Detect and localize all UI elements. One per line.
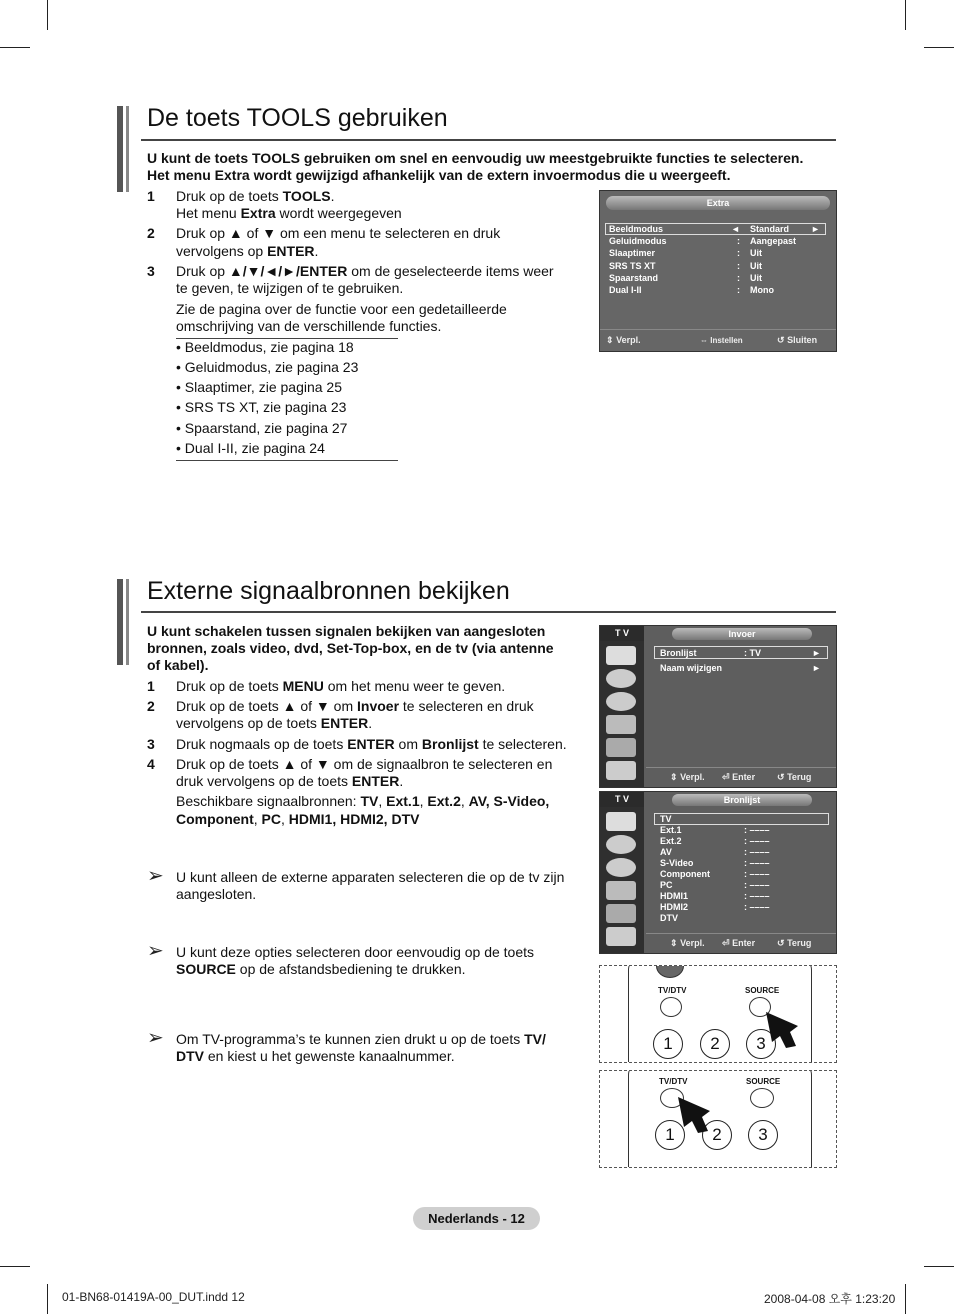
osd-row-value: Aangepast — [750, 236, 797, 246]
return-icon: ↺ — [777, 938, 785, 948]
source-label: SOURCE — [746, 1077, 781, 1086]
crop-mark — [0, 1266, 30, 1267]
arrow-right-icon: ► — [812, 663, 821, 673]
osd-row-value: Uit — [750, 248, 762, 258]
section-title: Externe signaalbronnen bekijken — [147, 577, 510, 605]
osd-row-label: Geluidmodus — [609, 236, 667, 246]
enter-icon: ⏎ — [722, 772, 730, 782]
page-number-badge: Nederlands - 12 — [413, 1207, 540, 1230]
digital-icon — [606, 761, 636, 780]
osd-row-label: Slaaptimer — [609, 248, 656, 258]
source-value: : –––– — [744, 869, 770, 879]
osd-divider — [646, 933, 836, 934]
step-text: druk vervolgens op de toets ENTER. — [176, 773, 404, 789]
sound-icon — [606, 669, 636, 688]
return-icon: ↺ — [777, 772, 785, 782]
enter-icon: ⏎ — [722, 938, 730, 948]
setup-icon — [606, 881, 636, 900]
osd-row-label: Dual I-II — [609, 285, 642, 295]
note-text: Om TV-programma’s te kunnen zien drukt u op de toets TV/ — [176, 1031, 546, 1047]
osd-row-value: Uit — [750, 261, 762, 271]
channel-icon — [606, 858, 636, 877]
intro-line: U kunt schakelen tussen signalen bekijken van aangesloten — [147, 623, 546, 639]
title-rule — [141, 611, 836, 613]
step-text: Druk op ▲ of ▼ om een menu te selecteren en druk — [176, 225, 501, 241]
source-item: Ext.1 — [660, 825, 682, 835]
intro-line: Het menu Extra wordt gewijzigd afhankelijk van de extern invoermodus die u weergeeft. — [147, 167, 731, 183]
osd-divider — [600, 329, 836, 330]
page-ref: • Slaaptimer, zie pagina 25 — [176, 379, 343, 395]
picture-icon — [606, 812, 636, 831]
osd-row-label: Naam wijzigen — [660, 663, 723, 673]
osd-row-sep: : — [737, 236, 740, 246]
source-value: : –––– — [744, 847, 770, 857]
note-text: DTV en kiest u het gewenste kanaalnummer. — [176, 1048, 455, 1064]
page-ref: • Spaarstand, zie pagina 27 — [176, 420, 348, 436]
osd-row-value: Uit — [750, 273, 762, 283]
sources-text: Beschikbare signaalbronnen: TV, Ext.1, Ext.2, AV, S-Video, — [176, 793, 550, 809]
crop-mark — [924, 1266, 954, 1267]
source-value: : –––– — [744, 825, 770, 835]
step-number: 1 — [147, 678, 155, 694]
section-title: De toets TOOLS gebruiken — [147, 104, 448, 132]
section-bar — [126, 579, 129, 665]
crop-mark — [905, 1284, 906, 1314]
osd-foot-move: ⇕ Verpl. — [606, 335, 641, 345]
source-item: HDMI2 — [660, 902, 689, 912]
picture-icon — [606, 646, 636, 665]
number-button: 3 — [748, 1120, 778, 1150]
source-value: : –––– — [744, 858, 770, 868]
tvdtv-button — [660, 997, 682, 1017]
step-number: 4 — [147, 756, 155, 772]
input-icon — [606, 738, 636, 757]
step-text: te geven, te wijzigen of te gebruiken. — [176, 280, 404, 296]
source-item: Ext.2 — [660, 836, 682, 846]
osd-title: Invoer — [672, 628, 812, 640]
source-item: HDMI1 — [660, 891, 689, 901]
tvdtv-label: TV/DTV — [659, 1077, 688, 1086]
note-arrow-icon: ➢ — [147, 1027, 164, 1049]
osd-row-sep: : — [737, 248, 740, 258]
step-text: Druk op de toets MENU om het menu weer te geven. — [176, 678, 506, 694]
step-text: vervolgens op de toets ENTER. — [176, 715, 373, 731]
intro-line: U kunt de toets TOOLS gebruiken om snel en eenvoudig uw meestgebruikte functies te selecteren. — [147, 150, 804, 166]
section-bar — [126, 106, 129, 192]
number-button: 2 — [702, 1120, 732, 1150]
note-text: aangesloten. — [176, 886, 257, 902]
source-item: S-Video — [660, 858, 694, 868]
osd-foot-enter: ⏎ Enter — [722, 772, 756, 782]
page-ref: • Geluidmodus, zie pagina 23 — [176, 359, 359, 375]
note-text: SOURCE op de afstandsbediening te drukken. — [176, 961, 466, 977]
osd-tab-strip — [600, 807, 644, 953]
step-text: Druk op de toets ▲ of ▼ om de signaalbron te selecteren en — [176, 756, 553, 772]
osd-foot-close: ↺ Sluiten — [777, 335, 818, 345]
page-ref: • Dual I-II, zie pagina 24 — [176, 440, 325, 456]
intro-line: of kabel). — [147, 657, 209, 673]
source-item: DTV — [660, 913, 678, 923]
digital-icon — [606, 927, 636, 946]
osd-row-label: Spaarstand — [609, 273, 659, 283]
note-text: U kunt deze opties selecteren door eenvoudig op de toets — [176, 944, 535, 960]
crop-mark — [905, 0, 906, 30]
source-item: Component — [660, 869, 710, 879]
updown-icon: ⇕ — [670, 772, 678, 782]
step-text: Druk op de toets ▲ of ▼ om Invoer te selecteren en druk — [176, 698, 534, 714]
updown-icon: ⇕ — [606, 335, 614, 345]
osd-row-sep: : — [737, 261, 740, 271]
page-ref: • Beeldmodus, zie pagina 18 — [176, 339, 354, 355]
step-text: Het menu Extra wordt weergegeven — [176, 205, 402, 221]
updown-icon: ⇕ — [670, 938, 678, 948]
osd-bronlijst-screen — [599, 791, 837, 954]
source-label: SOURCE — [745, 986, 780, 995]
osd-foot-enter: ⏎ Enter — [722, 938, 756, 948]
number-button: 1 — [655, 1120, 685, 1150]
file-info: 01-BN68-01419A-00_DUT.indd 12 — [62, 1290, 245, 1304]
crop-mark — [47, 0, 48, 30]
osd-foot-set: ⇔ Instellen — [700, 336, 743, 345]
osd-invoer-screen — [599, 625, 837, 788]
source-value: : –––– — [744, 902, 770, 912]
osd-row-value: : TV — [744, 648, 761, 658]
osd-row-label: Bronlijst — [660, 648, 697, 658]
source-value: : –––– — [744, 880, 770, 890]
source-value: : –––– — [744, 836, 770, 846]
step-text: Zie de pagina over de functie voor een gedetailleerde — [176, 301, 507, 317]
list-rule — [176, 460, 398, 461]
sources-text: Component, PC, HDMI1, HDMI2, DTV — [176, 811, 420, 827]
osd-row-sep: ◄ — [731, 224, 740, 234]
crop-mark — [47, 1284, 48, 1314]
step-text: Druk op de toets TOOLS. — [176, 188, 335, 204]
step-text: omschrijving van de verschillende functies. — [176, 318, 442, 334]
osd-selection — [654, 813, 829, 825]
sound-icon — [606, 835, 636, 854]
osd-row-value: Mono — [750, 285, 774, 295]
arrow-right-icon: ► — [812, 648, 821, 658]
crop-mark — [0, 47, 30, 48]
note-arrow-icon: ➢ — [147, 940, 164, 962]
step-text: vervolgens op ENTER. — [176, 243, 319, 259]
channel-icon — [606, 692, 636, 711]
title-rule — [141, 139, 836, 141]
step-number: 2 — [147, 225, 155, 241]
source-item: TV — [660, 814, 672, 824]
source-item: AV — [660, 847, 672, 857]
page-ref: • SRS TS XT, zie pagina 23 — [176, 399, 347, 415]
source-value: : –––– — [744, 891, 770, 901]
section-bar — [117, 579, 123, 665]
source-item: PC — [660, 880, 673, 890]
source-button — [750, 1088, 774, 1108]
osd-row-value: Standard — [750, 224, 790, 234]
note-arrow-icon: ➢ — [147, 865, 164, 887]
osd-row-sep: : — [737, 285, 740, 295]
return-icon: ↺ — [777, 335, 785, 345]
remote-source-illustration — [599, 965, 837, 1063]
step-text: Druk nogmaals op de toets ENTER om Bronlijst te selecteren. — [176, 736, 567, 752]
osd-foot-back: ↺ Terug — [777, 772, 812, 782]
osd-tv-label: T V — [600, 626, 644, 641]
arrow-right-icon: ► — [811, 224, 820, 234]
osd-tv-label: T V — [600, 792, 644, 807]
note-text: U kunt alleen de externe apparaten selecteren die op de tv zijn — [176, 869, 565, 885]
number-button: 3 — [746, 1029, 776, 1059]
section-bar — [117, 106, 123, 192]
osd-row-label: SRS TS XT — [609, 261, 656, 271]
remote-tvdtv-illustration — [599, 1070, 837, 1168]
pointer-arrow-icon — [676, 1095, 716, 1135]
input-icon — [606, 904, 636, 923]
step-text: Druk op ▲/▼/◄/►/ENTER om de geselecteerde items weer — [176, 263, 554, 279]
osd-foot-back: ↺ Terug — [777, 938, 812, 948]
step-number: 2 — [147, 698, 155, 714]
number-button: 1 — [653, 1029, 683, 1059]
osd-foot-move: ⇕ Verpl. — [670, 938, 705, 948]
step-number: 1 — [147, 188, 155, 204]
crop-mark — [924, 47, 954, 48]
intro-line: bronnen, zoals video, dvd, Set-Top-box, en de tv (via antenne — [147, 640, 554, 656]
leftright-icon: ⇔ — [700, 336, 708, 345]
osd-title: Extra — [606, 196, 830, 210]
setup-icon — [606, 715, 636, 734]
osd-tab-strip — [600, 641, 644, 787]
osd-row-label: Beeldmodus — [609, 224, 664, 234]
osd-title: Bronlijst — [672, 794, 812, 806]
step-number: 3 — [147, 736, 155, 752]
remote-body — [628, 1070, 812, 1168]
date-info: 2008-04-08 오후 1:23:20 — [764, 1292, 896, 1306]
osd-divider — [646, 767, 836, 768]
tvdtv-label: TV/DTV — [658, 986, 687, 995]
number-button: 2 — [700, 1029, 730, 1059]
osd-extra-screen — [599, 190, 837, 352]
osd-row-sep: : — [737, 273, 740, 283]
osd-foot-move: ⇕ Verpl. — [670, 772, 705, 782]
pointer-arrow-icon — [764, 1010, 804, 1050]
step-number: 3 — [147, 263, 155, 279]
